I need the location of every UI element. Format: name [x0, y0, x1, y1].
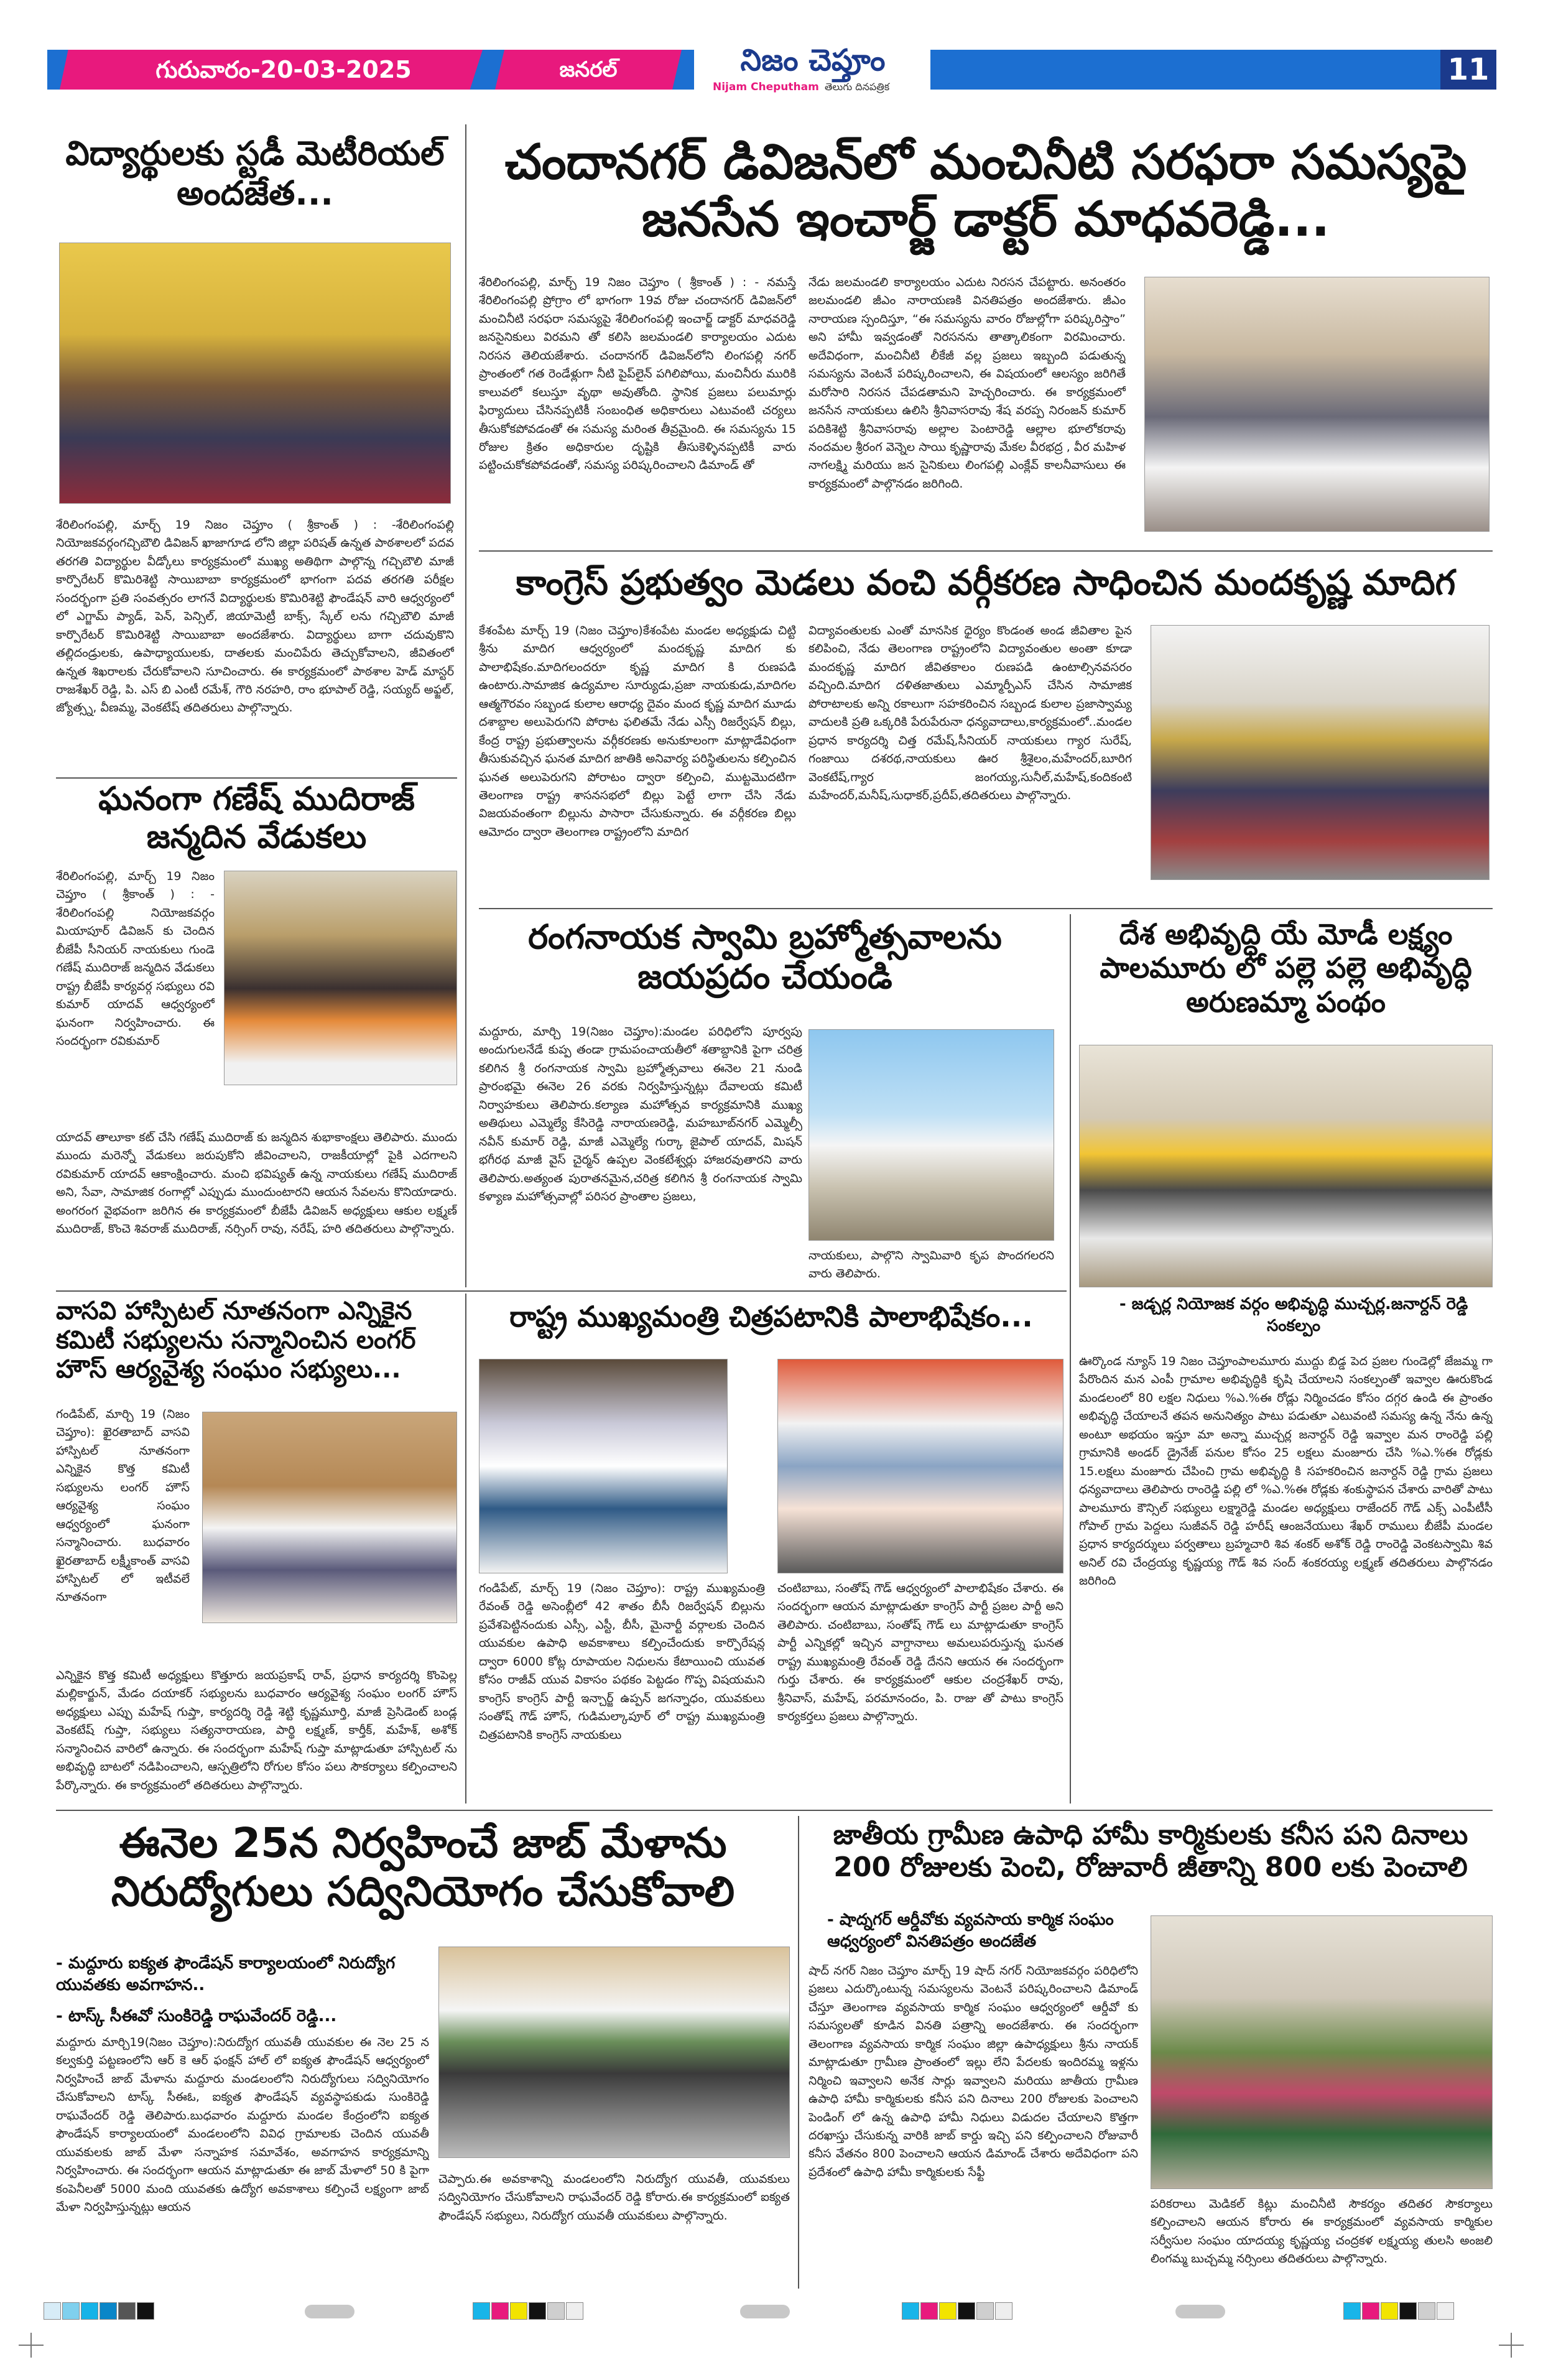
row-rule: [56, 777, 457, 779]
color-swatch: [920, 2302, 938, 2320]
upadhi-headline: జాతీయ గ్రామీణ ఉపాధి హామీ కార్మికులకు కనీస పని దినాలు 200 రోజులకు పెంచి, రోజువారీ జీతాన్ని 800 లకు పెంచాలి: [833, 1819, 1468, 1883]
row-rule: [479, 550, 1493, 552]
ganesh-body-bottom: యాదవ్ తాలూకా కట్ చేసి గణేష్ ముదిరాజ్ కు జన్మదిన శుభాకాంక్షలు తెలిపారు. ముందు ముందు మరెన్నో వేడుకలు జరుపుకోని జీవించాలని, రాజకీయాల్లో పైకి ఎదగాలని రవికుమార్ యాదవ్ ఆకాంక్షించారు. మంచి భవిష్యత్ ఉన్న నాయకులు గణేష్ ముదిరాజ్ అని, సేవా, సామాజిక రంగాల్లో ఎప్పుడు ముందుంటారని ఆయన సేవలను కొనియాడారు. అంగరంగ వైభవంగా జరిగిన ఈ కార్యక్రమంలో బీజేపీ డివిజన్ అధ్యక్షులు ఆకుల లక్ష్మణ్ ముదిరాజ్, కొంచె శివరాజ్ ముదిరాజ్, నర్సింగ్ రావు, నరేష్, హరి తదితరులు పాల్గొన్నారు.: [56, 1131, 457, 1236]
ranganayaka-headline: రంగనాయక స్వామి బ్రహ్మోత్సవాలను జయప్రదం చేయండి: [528, 917, 1002, 996]
color-swatch: [566, 2302, 583, 2320]
mandakrishna-photo: [1151, 625, 1490, 880]
color-swatch: [958, 2302, 975, 2320]
color-swatch: [510, 2302, 527, 2320]
column-rule: [798, 1816, 799, 2289]
logo-subtitle: Nijam Cheputham: [713, 81, 819, 93]
color-swatch: [81, 2302, 98, 2320]
cm-photo-right: [777, 1359, 1063, 1573]
section-label: జనరల్: [559, 57, 618, 82]
logo-tagline: తెలుగు దినపత్రిక: [825, 81, 890, 93]
registration-oval: [740, 2305, 790, 2318]
page-number: 11: [1447, 52, 1490, 87]
upadhi-subhead: - షాద్నగర్ ఆర్డీవోకు వ్యవసాయ కార్మిక సంఘం ఆధ్వర్యంలో వినతిపత్రం అందజేత: [827, 1910, 1114, 1952]
column-rule: [465, 1294, 466, 1804]
modi-headline: దేశ అభివృద్ధి యే మోడీ లక్ష్యం పాలమూరు లో పల్లె పల్లె అభివృద్ధి అరుణమ్మా పంథం: [1100, 917, 1472, 1019]
color-bar-right: [1343, 2302, 1493, 2321]
column-rule: [1070, 914, 1071, 1804]
date-label: గురువారం-20-03-2025: [155, 56, 412, 83]
upadhi-photo: [1151, 1915, 1493, 2189]
color-swatch: [1418, 2302, 1435, 2320]
row-rule: [56, 1810, 1493, 1811]
registration-oval: [1175, 2305, 1225, 2318]
crop-mark: [1511, 2333, 1512, 2358]
job-mela-headline: ఈనెల 25న నిర్వహించే జాబ్ మేళాను నిరుద్యోగులు సద్వినియోగం చేసుకోవాలి: [111, 1819, 735, 1915]
mandakrishna-body-col1: కేశంపేట మార్చ్ 19 (నిజం చెప్తూం)కేశంపేట మండల అధ్యక్షుడు చిట్టి శ్రీను మాదిగ ఆధ్వర్యంలో మందకృష్ణ మాదిగ కు పాలాభిషేకం.మాదిగలందరూ కృష్ణ మాదిగ కి రుణపడి ఉంటారు.సామాజిక ఉద్యమాల సూర్యుడు,ప్రజా నాయకుడు,మాదిగల ఆత్మగౌరవం సబ్బండ కులాల ఆరాధ్య దైవం మంద కృష్ణ మాదిగ మూడు దశాబ్దాల అలుపెరుగని పోరాట ఫలితమే నేడు ఎస్సీ రిజర్వేషన్ బిల్లు, కేంద్ర రాష్ట్ర ప్రభుత్వాలను వర్గీకరణకు అనుకూలంగా మాట్లాడేవిధంగా తీసుకువచ్చిన ఘనత మాదిగ జాతికి అనివార్య పరిస్థితులను కల్పించిన ఘనత అలుపెరుగని పోరాటం ద్వారా కల్పించి, ముట్టమొదటిగా తెలంగాణ రాష్ట్ర శాసనసభలో బిల్లు పెట్టే లాగా చేసి నేడు విజయవంతంగా బిల్లును పాసారా చేసుకున్నారు. ఈ వర్గీకరణ బిల్లు ఆమోదం ద్వారా తెలంగాణ రాష్ట్రంలోని మాదిగ: [479, 624, 796, 839]
ganesh-body-top: శేరిలింగంపల్లి, మార్చ్ 19 నిజం చెప్తూం ( శ్రీకాంత్ ) : - శేరిలింగంపల్లి నియోజకవర్గం మియాపూర్ డివిజన్ కు చెందిన బీజేపీ సీనియర్ నాయకులు గుండె గణేష్ ముదిరాజ్ జన్మదిన వేడుకలు రాష్ట్ర బీజేపీ కార్యవర్గ సభ్యులు రవి కుమార్ యాదవ్ ఆధ్వర్యంలో ఘనంగా నిర్వహించారు. ఈ సందర్భంగా రవికుమార్: [56, 869, 215, 1048]
color-bar-left: [44, 2302, 193, 2321]
job-mela-subhead-1: - మద్దూరు ఐక్యత ఫౌండేషన్ కార్యాలయంలో నిరుద్యోగ యువతకు అవగాహన..: [56, 1954, 396, 1995]
vasavi-body-bottom: ఎన్నికైన కొత్త కమిటీ అధ్యక్షులు కొత్తూరు జయప్రకాష్ రావ్, ప్రధాన కార్యదర్శి కొంపెల్ల మల్లికార్జున్, మేడం దయాకర్ సభ్యులను బుధవారం ఆర్యవైశ్య సంఘం లంగర్ హౌస్ అధ్యక్షులు ఎప్పు మహేష్ గుప్తా, కార్యదర్శి రెడ్డి శెట్టి కృష్ణమూర్తి, మాజీ ప్రెసిడెంట్ బండ్ల వెంకటేష్ గుప్తా, సభ్యులు సత్యనారాయణ, పార్థి లక్ష్మణ్, కార్తీక్, మహేశ్, అశోక్ సన్మానించిన వారిలో ఉన్నారు. ఈ సందర్భంగా మహేష్ గుప్తా మాట్లాడుతూ హాస్పిటల్ ను అభివృద్ధి బాటలో నడిపించాలని, ఆస్పత్రిలోని రోగుల కోసం పలు సౌకర్యాలు కల్పించాలని పేర్కొన్నారు. ఈ కార్యక్రమంలో తదితరులు పాల్గొన్నారు.: [56, 1669, 457, 1792]
color-swatch: [491, 2302, 509, 2320]
mandakrishna-headline: కాంగ్రెస్ ప్రభుత్వం మెడలు వంచి వర్గీకరణ సాధించిన మందకృష్ణ మాదిగ: [516, 563, 1456, 603]
study-material-photo: [59, 243, 451, 504]
modi-subhead: - జడ్చర్ల నియోజక వర్గం అభివృద్ధి ముచ్చర్ల.జనార్దన్ రెడ్డి సంకల్పం: [1119, 1295, 1468, 1336]
study-material-body: శేరిలింగంపల్లి, మార్చ్ 19 నిజం చెప్తూం ( శ్రీకాంత్ ) : -శేరిలింగంపల్లి నియోజకవర్గంగచ్చిబౌలి డివిజన్ ఖాజాగూడ లోని జిల్లా పరిషత్ ఉన్నత పాఠశాలలో పదవ తరగతి విద్యార్థుల వీడ్కోలు కార్యక్రమంలో ముఖ్య అతిథిగా పాల్గొన్న గచ్చిబౌలి మాజీ కార్పొరేటర్ కొమిరిశెట్టి సాయిబాబా కార్యక్రమంలో భాగంగా పదవ తరగతి పరీక్షల సందర్భంగా ప్రతి సంవత్సరం లాగనే విద్యార్థులకు కొమిరిశెట్టి ఫౌండేషన్ వారి ఆధ్వర్యంలో లో ఎగ్జామ్ ప్యాడ్, పెన్, పెన్సిల్, జియామెట్రీ బాక్స్, స్కేల్ లను గచ్చిబౌలి మాజీ కార్పొరేటర్ కొమిరిశెట్టి సాయిబాబా అందజేశారు. విద్యార్థులు బాగా చదువుకొని తల్లిదండ్రులకు, ఉపాధ్యాయులకు, దాతలకు మంచిపేరు తెచ్చుకోవాలని, జీవితంలో ఉన్నత శిఖరాలకు చేరుకోవాలని సూచించారు. ఈ కార్యక్రమంలో పాఠశాల హెడ్ మాస్టర్ రాజశేఖర్ రెడ్డి, పి. ఎస్ బి ఎంటీ రమేశ్, గౌరి నరహరి, రాం భూపాల్ రెడ్డి, సయ్యద్ అఫ్జల్, జ్యోత్స్న, వీణమ్మ, వెంకటేష్ తదితరులు పాల్గొన్నారు.: [56, 518, 454, 715]
row-rule: [479, 908, 1493, 909]
color-swatch: [1362, 2302, 1379, 2320]
modi-body: ఊర్కొండ న్యూస్ 19 నిజం చెప్తూంపాలమూరు ముద్దు బిడ్డ పెద ప్రజల గుండెల్లో జేజమ్మ గా పేరొందిన మన ఎంపీ గ్రామాల అభివృద్ధికి కృషి చేయాలని సంకల్పంతో ఇవ్వాల ఊరుకొండ మండలంలో 80 లక్షల నిధులు %ఎ.%ఈ రోడ్లు నిర్మించడం కోసం దగ్గర ఉండి ఈ ప్రాంతం అభివృద్ధి చేయాలనే తపన అనునిత్యం పాటు పడుతూ ఎటువంటి సమస్య ఉన్న నేను ఉన్న అంటూ అభయం ఇస్తూ మా అన్నా ముచ్చర్ల జనార్దన్ రెడ్డి ఇవ్వాల మన రాంరెడ్డి పల్లి గ్రామానికి అండర్ డ్రైనేజ్ పనుల కోసం 25 లక్షలు మంజూరు చేసి %ఎ.%ఈ రోడ్లకు 15.లక్షలు మంజూరు చేపించి గ్రామ అభివృద్ధి కి సహకరించిన జనార్దన్ రెడ్డి గ్రామ ప్రజలు ధన్యవాదాలు తెలిపారు రాంరెడ్డి పల్లి లో %ఎ.%ఈ రోడ్లకు శంకుస్థాపన చేశారు వారితో పాటు పాలమూరు కౌన్సిల్ సభ్యులు లక్ష్మారెడ్డి మండల అధ్యక్షులు రాజేందర్ గౌడ్ ఎక్స్ ఎంపీటీసీ గోపాల్ గ్రామ పెద్దలు సుజీవన్ రెడ్డి హరీష్ ఆంజనేయులు శేఖర్ రాములు బీజేపీ మండల ప్రధాన కార్యదర్శులు పర్వతాలు బ్రహ్మచారి శివ శంకర్ అశోక్ రెడ్డి రాంరెడ్డి వెంకటస్వామి శివ అనిల్ రవి చేంద్రయ్య కృష్ణయ్య గౌడ్ శివ సంద్ శంకరయ్య లక్ష్మణ్ తదితరులు పాల్గొనడం జరిగింది: [1079, 1354, 1493, 1588]
chandanagar-headline: చందానగర్ డివిజన్‌లో మంచినీటి సరఫరా సమస్యపై జనసేన ఇంచార్జ్ డాక్టర్ మాధవరెడ్డి...: [504, 134, 1467, 248]
cm-photo-body-col1: గండిపేట్, మార్చ్ 19 (నిజం చెప్తూం): రాష్ట్ర ముఖ్యమంత్రి రేవంత్ రెడ్డి అసెంబ్లీలో 42 శాతం బీసీ రిజర్వేషన్ బిల్లును ప్రవేశపెట్టినందుకు ఎస్సీ, ఎస్టీ, బీసీ, మైనార్టీ వర్గాలకు చెందిన యువకుల ఉపాధి అవకాశాలు కల్పించేందుకు కార్పొరేషన్ల ద్వారా 6000 కోట్ల రూపాయల నిధులను కేటాయించి యువత కోసం రాజీవ్ యువ వికాసం పథకం పెట్టడం గొప్ప విషయమని కాంగ్రెస్ కాంగ్రెస్ పార్టీ ఇన్చార్జ్ ఉప్పన్ జగన్నాధం, యువకులు సంతోష్ గౌడ్ హౌస్, గుడిమల్కాపూర్ లో రాష్ట్ర ముఖ్యమంత్రి చిత్రపటానికి కాంగ్రెస్ నాయకులు: [479, 1581, 765, 1742]
ranganayaka-body-tail: నాయకులు, పాల్గొని స్వామివారి కృప పొందగలరని వారు తెలిపారు.: [809, 1249, 1054, 1281]
modi-photo: [1079, 1045, 1493, 1287]
color-swatch: [137, 2302, 154, 2320]
job-mela-body-col2: చెప్పారు.ఈ అవకాశాన్ని మండలంలోని నిరుద్యోగ యువతీ, యువకులు సద్వినియోగం చేసుకోవాలని రాఘవేందర్ రెడ్డి కోరారు.ఈ కార్యక్రమంలో ఐక్యత ఫౌండేషన్ సభ్యులు, నిరుద్యోగ యువతీ యువకులు పాల్గొన్నారు.: [438, 2172, 790, 2223]
color-swatch: [976, 2302, 994, 2320]
row-rule: [56, 1290, 1067, 1292]
color-swatch: [939, 2302, 957, 2320]
job-mela-subhead-2: - టాస్క్ సీఈవో సుంకిరెడ్డి రాఘవేందర్ రెడ్డి...: [56, 2007, 337, 2026]
vasavi-body-top: గండిపేట్, మార్చి 19 (నిజం చెప్తూం): ఖైరతాబాద్ వాసవి హాస్పిటల్ నూతనంగా ఎన్నికైన కొత్త కమిటీ సభ్యులను లంగర్ హౌస్ ఆర్యవైశ్య సంఘం ఆధ్వర్యంలో ఘనంగా సన్మానించారు. బుధవారం ఖైరతాబాద్ లక్ష్మీకాంత్ వాసవి హాస్పిటల్ లో ఇటీవలే నూతనంగా: [56, 1407, 190, 1604]
color-swatch: [547, 2302, 565, 2320]
logo-box: [694, 41, 930, 98]
job-mela-body-col1: మద్దూరు మార్చి19(నిజం చెప్తూం):నిరుద్యోగ యువతీ యువకుల ఈ నెల 25 న కల్వకుర్తి పట్టణంలోని ఆర్ కె ఆర్ ఫంక్షన్ హాల్ లో ఐక్యత ఫౌండేషన్ ఆధ్వర్యంలో నిర్వహించే జాబ్ మేళాను మద్దూరు మండలంలోని నిరుద్యోగులు సద్వినియోగం చేసుకోవాలని టాస్క్ సీఈఓ, ఐక్యత ఫౌండేషన్ వ్యవస్థాపకుడు సుంకిరెడ్డి రాఘవేందర్ రెడ్డి తెలిపారు.బుధవారం మద్దూరు మండల కేంద్రంలోని ఐక్యత ఫౌండేషన్ కార్యాలయంలో మండలంలోని వివిధ గ్రామాలకు చెందిన యువతీ యువకులకు జాబ్ మేళా సన్నాహక సమావేశం, అవగాహన కార్యక్రమాన్ని నిర్వహించారు. ఈ సందర్భంగా ఆయన మాట్లాడుతూ ఈ జాబ్ మేళాలో 50 కి పైగా కంపెనీలతో 5000 మంది యువతకు ఉద్యోగ అవకాశాలు కల్పించే లక్ష్యంగా జాబ్ మేళా నిర్వహిస్తున్నట్లు ఆయన: [56, 2035, 429, 2214]
color-swatch: [100, 2302, 117, 2320]
cm-photo-headline: రాష్ట్ర ముఖ్యమంత్రి చిత్రపటానికి పాలాభిషేకం...: [509, 1300, 1033, 1333]
color-bar-center-left: [473, 2302, 622, 2321]
ganesh-headline: ఘనంగా గణేష్ ముదిరాజ్ జన్మదిన వేడుకలు: [98, 780, 415, 856]
logo-text: నిజం చెప్తూం: [740, 43, 886, 78]
chandanagar-photo: [1144, 277, 1490, 532]
vasavi-photo: [202, 1412, 457, 1623]
color-swatch: [1437, 2302, 1454, 2320]
color-swatch: [62, 2302, 80, 2320]
upadhi-body-tail: పరికరాలు మెడికల్ కిట్లు మంచినీటి సౌకర్యం తదితర సౌకర్యాలు కల్పించాలని ఆయన కోరారు ఈ కార్యక్రమంలో వ్యవసాయ కార్మికుల సర్వీసుల సంఘం యాదయ్య కృష్ణయ్య చంద్రకళ లక్ష్మయ్య తులసి అంజలి లింగమ్మ బుచ్చమ్మ నర్సింలు తదితరులు పాల్గొన్నారు.: [1151, 2197, 1493, 2266]
study-material-headline: విద్యార్థులకు స్టడీ మెటీరియల్ అందజేత...: [65, 134, 445, 213]
crop-mark: [30, 2333, 32, 2358]
upadhi-body-main: షాద్ నగర్ నిజం చెప్తూం మార్చ్ 19 షాద్ నగర్ నియోజకవర్గం పరిధిలోని ప్రజలు ఎదుర్కొంటున్న సమస్యలను వెంటనే పరిష్కరించాలని డిమాండ్ చేస్తూ తెలంగాణ వ్యవసాయ కార్మిక సంఘం ఆధ్వర్యంలో ఆర్డీవో కు సమస్యలతో కూడిన వినతి పత్రాన్ని అందజేశారు. ఈ సందర్భంగా తెలంగాణ వ్యవసాయ కార్మిక సంఘం జిల్లా ఉపాధ్యక్షులు శ్రీను నాయక్ మాట్లాడుతూ గ్రామీణ ప్రాంతంలో ఇల్లు లేని పేదలకు ఇందిరమ్మ ఇళ్లను నిర్మించి ఇవ్వాలని అనేక సార్లు ఇవ్వాలని మరియు జాతీయ గ్రామీణ ఉపాధి హామీ కార్మికులకు కనీస పని దినాలు 200 రోజులకు పెంచాలని పెండింగ్ లో ఉన్న ఉపాధి హామీ నిధులు విడుదల చేయాలని కొత్తగా దరఖాస్తు చేసుకున్న వారికి జాబ్ కార్డు ఇచ్చి పని కల్పించాలని రోజువారీ కనీస వేతనం 800 పెంచాలని ఆయన డిమాండ్ చేశారు అదేవిధంగా పని ప్రదేశంలో ఉపాధి హామీ కార్మికులకు సేఫ్టీ: [809, 1964, 1138, 2179]
color-swatch: [44, 2302, 61, 2320]
ranganayaka-body-main: మద్దూరు, మార్చి 19(నిజం చెప్తూం):మండల పరిధిలోని పూర్వపు అందుగులనేడే కుప్ప తండా గ్రామపంచాయతీలో శతాబ్దానికి పైగా చరిత్ర కలిగిన శ్రీ రంగనాయక స్వామి బ్రహ్మోత్సవాలు ఈనెల 21 నుండి ప్రారంభమై ఈనెల 26 వరకు నిర్వహిస్తున్నట్లు దేవాలయ కమిటీ నిర్వాహకులు తెలిపారు.కల్యాణ మహోత్సవ కార్యక్రమానికి ముఖ్య అతిథులు ఎమ్మెల్యే కేసిరెడ్డి నారాయణరెడ్డి, మహబూబ్‌నగర్ ఎమ్మెల్సీ నవీన్ కుమార్ రెడ్డి, మాజీ ఎమ్మెల్యే గుర్కా జైపాల్ యాదవ్, మిషన్ భగీరథ మాజీ వైస్ చైర్మన్ ఉప్పల వెంకటేశ్వర్లు హాజరవుతారని వారు తెలిపారు.అత్యంత పురాతనమైన,చరిత్ర కలిగిన శ్రీ రంగనాయక స్వామి కళ్యాణ మహోత్సవాల్లో పరిసర ప్రాంతాల ప్రజలు,: [479, 1025, 802, 1203]
color-swatch: [995, 2302, 1012, 2320]
color-swatch: [529, 2302, 546, 2320]
color-swatch: [473, 2302, 490, 2320]
color-bar-center-right: [902, 2302, 1051, 2321]
chandanagar-body-col1: శేరిలింగంపల్లి, మార్చ్ 19 నిజం చెప్తూం ( శ్రీకాంత్ ) : - నమస్తే శేరిలింగంపల్లి ప్రోగ్రాం లో భాగంగా 19వ రోజు చందానగర్ డివిజన్‌లో మంచినీటి సరఫరా సమస్యపై శేరిలింగంపల్లి ఇంచార్జ్ డాక్టర్ మాధవరెడ్డి జనసైనికులు విరమని తో కలిసి జలమండలి కార్యాలయం ఎదుట నిరసన తెలియజేశారు. చందానగర్ డివిజన్‌లోని లింగపల్లి నగర్ ప్రాంతంలో గత రెండేళ్లుగా నీటి పైప్‌లైన్ పగిలిపోయి, మంచినీరు మురికి కాలువలో కలుస్తూ వృథా అవుతోంది. స్థానిక ప్రజలు పలుమార్లు ఫిర్యాదులు చేసినప్పటికీ సంబంధిత అధికారులు ఎటువంటి చర్యలు తీసుకోకపోవడంతో ఈ సమస్య మరింత తీవ్రమైంది. ఈ సమస్యను 15 రోజుల క్రితం అధికారుల దృష్టికి తీసుకెళ్ళినప్పటికీ వారు పట్టించుకోకపోవడంతో, సమస్య పరిష్కరించాలని డిమాండ్ తో: [479, 276, 796, 473]
color-swatch: [902, 2302, 919, 2320]
ranganayaka-photo: [809, 1029, 1054, 1241]
ganesh-photo: [224, 871, 457, 1085]
registration-oval: [305, 2305, 354, 2318]
cm-photo-body-col2: చంటిబాబు, సంతోష్ గౌడ్ ఆధ్వర్యంలో పాలాభిషేకం చేశారు. ఈ సందర్భంగా ఆయన మాట్లాడుతూ కాంగ్రెస్ పార్టీ ప్రజల పార్టీ అని తెలిపారు. చంటిబాబు, సంతోష్ గౌడ్ లు మాట్లాడుతూ కాంగ్రెస్ పార్టీ ఎన్నికల్లో ఇచ్చిన వాగ్దానాలు అమలుపరుస్తున్న ఘనత రాష్ట్ర ముఖ్యమంత్రి రేవంత్ రెడ్డి దేనని ఆయన ఈ సందర్భంగా గుర్తు చేశారు. ఈ కార్యక్రమంలో ఆకుల చంద్రశేఖర్ రావు, శ్రీనివాస్, మహేష్, పరమానందం, పి. రాజు తో పాటు కాంగ్రెస్ కార్యకర్తలు ప్రజలు పాల్గొన్నారు.: [777, 1581, 1063, 1724]
cm-photo-left: [479, 1359, 728, 1573]
column-rule: [465, 124, 466, 1287]
masthead: [47, 43, 1496, 93]
color-swatch: [1381, 2302, 1398, 2320]
color-swatch: [118, 2302, 136, 2320]
chandanagar-body-col2: నేడు జలమండలి కార్యాలయం ఎదుట నిరసన చేపట్టారు. అనంతరం జలమండలి జీఎం నారాయణకి వినతిపత్రం అందజేశారు. జీఎం నారాయణ స్పందిస్తూ, “ఈ సమస్యను వారం రోజుల్లోగా పరిష్కరిస్తాం” అని హామీ ఇవ్వడంతో నిరసనను తాత్కాలికంగా విరమించారు. అదేవిధంగా, మంచినీటి లీకేజీ వల్ల ప్రజలు ఇబ్బంది పడుతున్న సమస్యను వెంటనే పరిష్కరించాలని, ఈ విషయంలో ఆలస్యం జరిగితే మరోసారి నిరసన చేపడతామని హెచ్చరించారు. ఈ కార్యక్రమంలో జనసేన నాయకులు ఉలిసి శ్రీనివాసరావు శేష వరప్ప నిరంజన్ కుమార్ పదికిశెట్టి శ్రీనివాసరావు అల్లాల పెంటారెడ్డి ఆల్లాల భూలోకరావు నందమల శ్రీరంగ వెన్నెల సాయి కృష్ణారావు మేకల వీరభద్ర , వీర మహిళ నాగలక్ష్మి మరియు జన సైనికులు లింగపల్లి ఎంక్లేవ్ కాలనీవాసులు ఈ కార్యక్రమంలో పాల్గొనడం జరిగింది.: [809, 276, 1126, 491]
mandakrishna-body-col2: విద్యావంతులకు ఎంతో మానసిక ధైర్యం కొండంత అండ జీవితాల పైన కలిపించి, నేడు తెలంగాణ రాష్ట్రంలోని విద్యావంతుల అంతా కూడా మందకృష్ణ మాదిగ జీవితకాలం రుణపడి ఉంటాల్సినవసరం వచ్చింది.మాదిగ దళితజాతులు ఎమ్మార్పీఎస్ చేసిన సామాజిక పోరాటాలకు అన్ని రకాలుగా సహకరించిన సబ్బండ కులాల ప్రజాస్వామ్య వాదులకి ప్రతి ఒక్కరికి పేరుపేరునా ధన్యవాదాలు,కార్యక్రమంలో..మండల ప్రధాన కార్యదర్శి చిత్త రమేష్,సీనియర్ నాయకులు గ్యార సురేష్, గంజాయి దశరథ,నాయకులు ఊర శ్రీశైలం,మహేందర్,బూరిగ వెంకటేష్,గ్యార జంగయ్య,సునీల్,మహేష్,కందికంటి మహేందర్,మనీష్,సుధాకర్,ప్రదీప్,తదితరులు పాల్గొన్నారు.: [809, 624, 1132, 802]
vasavi-headline: వాసవి హాస్పిటల్ నూతనంగా ఎన్నికైన కమిటీ సభ్యులను సన్మానించిన లంగర్ హౌస్ ఆర్యవైశ్య సంఘం సభ్యులు...: [56, 1297, 416, 1384]
color-swatch: [1399, 2302, 1417, 2320]
color-swatch: [1343, 2302, 1361, 2320]
job-mela-photo: [438, 1947, 790, 2158]
